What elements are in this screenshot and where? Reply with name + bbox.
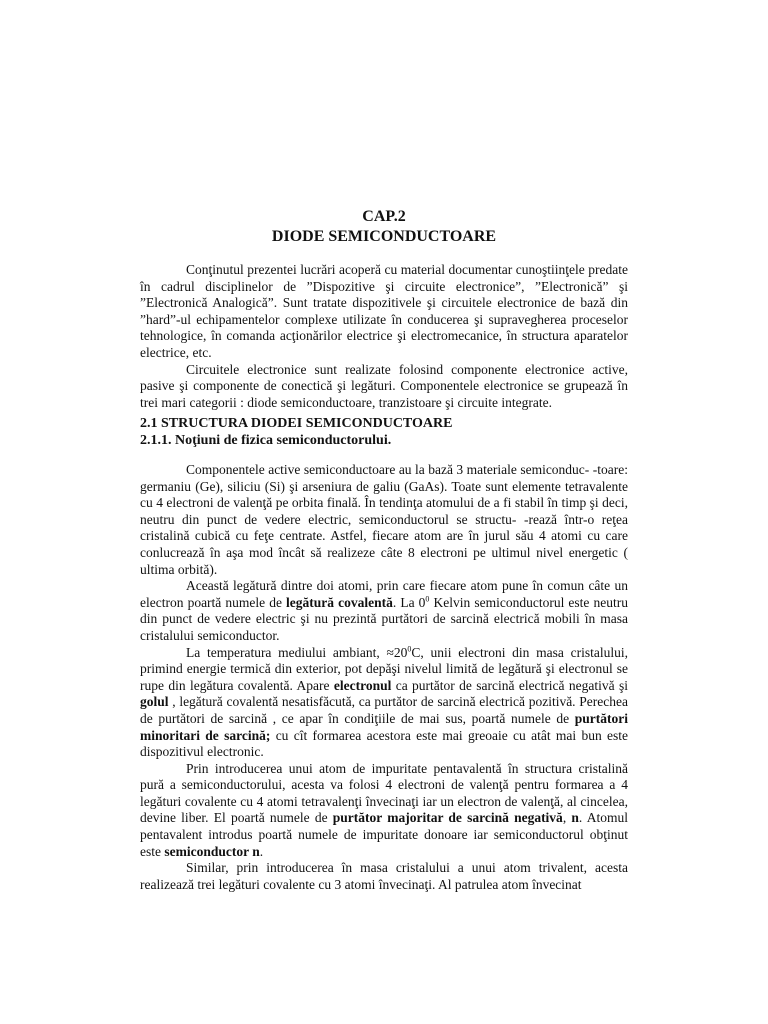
bold-term-covalent-bond: legătură covalentă: [286, 594, 393, 610]
text-run: Această legătură dintre doi atomi, prin care fiecare atom pune în comun câte un electron poartă numele de: [140, 578, 628, 610]
text-run: . Atomul pentavalent introdus poartă numele de impuritate donoare iar semiconductorul obţinut este: [140, 810, 628, 859]
intro-block: [140, 262, 628, 411]
body-paragraph-3: [140, 645, 628, 761]
text-run: . La 0: [392, 594, 426, 610]
section-title: 2.1 STRUCTURA DIODEI SEMICONDUCTOARE: [140, 416, 453, 431]
text-run: .: [259, 843, 264, 859]
chapter-label: CAP.2: [362, 208, 406, 225]
bold-term-semiconductor-n: semiconductor n: [164, 843, 260, 859]
superscript: 0: [425, 594, 430, 604]
subsection-title: 2.1.1. Noţiuni de fizica semiconductorului.: [140, 433, 392, 448]
text-run: C, unii electroni din masa cristalului, primind energie termică din exterior, pot depăşi nivelul limită de legătură şi electronul se rupe din legătura covalentă. Apare: [140, 644, 628, 693]
chapter-title: DIODE SEMICONDUCTOARE: [271, 228, 497, 245]
bold-term-n: n: [571, 810, 579, 826]
body-paragraph-1: Componentele active semiconductoare au la bază 3 materiale semiconduc- -toare: germaniu (Ge), siliciu (Si) şi arseniura de galiu (GaAs). Toate sunt elemente tetravalente cu 4 electroni de valenţă pe orbita finală. În tendinţa atomului de a fi stabil în timp şi deci, neutru din punct de vedere electric, semiconductorul se structu- -rează într-o reţea cristalină cubică cu feţe centrate. Astfel, fiecare atom are în jurul său 4 atomi cu care conlucrează în aşa mod încât să realizeze câte 8 electroni pe ultimul nivel energetic ( ultima orbită).: [140, 462, 628, 577]
text-run: ,: [562, 810, 572, 826]
text-run: Prin introducerea unui atom de impuritate pentavalentă în structura cristalină pură a semiconductorului, acesta va folosi 4 electroni de valenţă pentru formarea a 4 legături covalente cu 4 atomi tetravalenţi învecinaţi iar un electron de valenţă, al cincelea, devine liber. El poartă numele de: [140, 760, 628, 826]
text-run: ca purtător de sarcină electrică negativă şi: [391, 677, 628, 693]
body-paragraph-5: Similar, prin introducerea în masa cristalului a unui atom trivalent, acesta realizează trei legături covalente cu 3 atomi învecinaţi. Al patrulea atom învecinat: [140, 860, 628, 892]
bold-term-hole: golul: [140, 694, 169, 710]
body-paragraph-2: [140, 578, 628, 644]
bold-term-majority-carrier: purtător majoritar de sarcină negativă: [332, 810, 563, 826]
text-run: , legătură covalentă nesatisfăcută, ca purtător de sarcină electrică pozitivă. Perechea de purtători de sarcină , ce apar în condiţiile de mai sus, poartă numele de: [140, 694, 628, 726]
bold-term-minority-carriers: purtători minoritari de sarcină;: [140, 710, 628, 743]
intro-paragraph-1: Conţinutul prezentei lucrări acoperă cu material documentar cunoştiinţele predate în cadrul disciplinelor de ”Dispozitive şi circuite electronice”, ”Electronică” şi ”Electronică Analogică”. Sunt tratate dispozitivele şi circuitele electronice de bază din ”hard”-ul echipamentelor complexe utilizate în conducerea şi supravegherea proceselor tehnologice, în comanda acţionărilor electrice şi electromecanice, în structura aparatelor electrice, etc.: [140, 262, 628, 360]
text-run: cu cît formarea acestora este mai greoaie cu atât mai bun este dispozitivul electronic.: [140, 727, 628, 760]
body-block: [140, 462, 628, 893]
text-run: Kelvin semiconductorul este neutru din punct de vedere electric şi nu prezintă purtători de sarcină electrică mobili în masa cristalului semiconductor.: [140, 594, 628, 643]
superscript: 0: [407, 644, 412, 654]
text-run: La temperatura mediului ambiant, ≈20: [186, 644, 408, 660]
intro-paragraph-2: Circuitele electronice sunt realizate folosind componente electronice active, pasive şi componente de conectică şi legături. Componentele electronice se grupează în trei mari categorii : diode semiconductoare, tranzistoare şi circuite integrate.: [140, 361, 628, 410]
body-paragraph-4: [140, 761, 628, 861]
bold-term-electron: electronul: [333, 677, 392, 693]
